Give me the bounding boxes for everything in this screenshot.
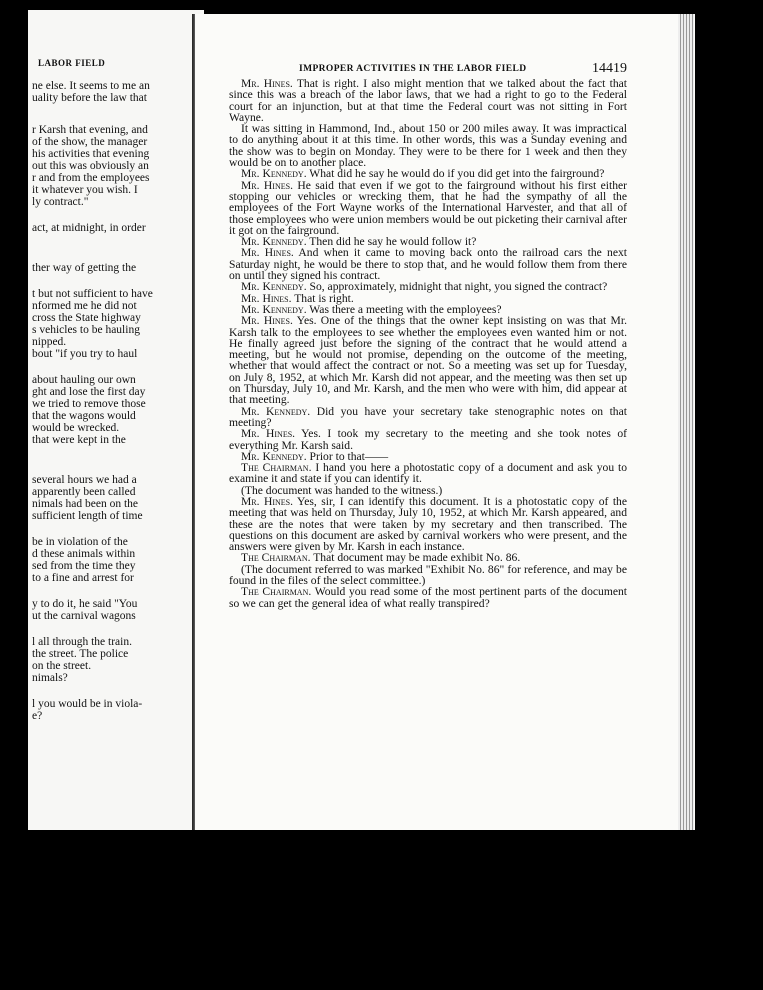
- speaker-name: Mr. Hines.: [241, 246, 294, 260]
- left-page-line: uality before the law that: [32, 92, 147, 104]
- paragraph-text: Then did he say he would follow it?: [306, 235, 477, 249]
- left-page-line: s vehicles to be hauling: [32, 324, 140, 336]
- paragraph-text: It was sitting in Hammond, Ind., about 150 or 200 miles away. It was impractical to do anything about it at this time. In other words, this was a Sunday evening and the show was to begin on Monday. They were to be there for 1 week and then they would be on to another place.: [229, 122, 627, 170]
- left-page-line: nformed me he did not: [32, 300, 137, 312]
- left-page-line: bout "if you try to haul: [32, 348, 138, 360]
- hearing-transcript-body: [229, 78, 627, 609]
- speaker-name: Mr. Hines.: [241, 427, 296, 441]
- transcript-paragraph: [229, 315, 627, 405]
- paragraph-text: Did you have your secretary take stenographic notes on that meeting?: [229, 404, 627, 429]
- speaker-name: Mr. Hines.: [241, 77, 293, 90]
- left-page-line: to a fine and arrest for: [32, 572, 134, 584]
- transcript-paragraph: [229, 78, 627, 123]
- left-page-line: that the wagons would: [32, 410, 136, 422]
- paragraph-text: Was there a meeting with the employees?: [306, 302, 502, 316]
- left-page-line: out this was obviously an: [32, 160, 149, 172]
- left-page-line: apparently been called: [32, 486, 136, 498]
- left-page-line: l all through the train.: [32, 636, 132, 648]
- left-page-line: y to do it, he said "You: [32, 598, 138, 610]
- left-page-line: be in violation of the: [32, 536, 128, 548]
- left-page-line: sufficient length of time: [32, 510, 143, 522]
- page-number: 14419: [592, 61, 627, 76]
- paragraph-text: That document may be made exhibit No. 86.: [310, 551, 521, 565]
- left-page-line: cross the State highway: [32, 312, 141, 324]
- left-page-line: it whatever you wish. I: [32, 184, 138, 196]
- transcript-paragraph: [229, 247, 627, 281]
- left-page-line: nipped.: [32, 336, 67, 348]
- paragraph-text: Yes. I took my secretary to the meeting and she took notes of everything Mr. Karsh said.: [229, 427, 627, 452]
- speaker-name: Mr. Kennedy.: [241, 280, 307, 294]
- transcript-paragraph: [229, 406, 627, 429]
- left-running-head: LABOR FIELD: [38, 58, 106, 68]
- paragraph-text: Prior to that——: [306, 449, 389, 463]
- paragraph-text: He said that even if we got to the fairground without his first either stopping our vehicles or wrecking them, that he had the sympathy of all the employees of the Fort Wayne works of the International Harvester, and that all of those employees who were union members would be out picketing their carnival after it got on the fairground.: [229, 178, 627, 237]
- left-page-line: on the street.: [32, 660, 92, 672]
- left-page-line: e?: [32, 710, 43, 722]
- right-running-head: IMPROPER ACTIVITIES IN THE LABOR FIELD: [299, 64, 527, 74]
- left-page-line: act, at midnight, in order: [32, 222, 146, 234]
- left-page-line: his activities that evening: [32, 148, 150, 160]
- speaker-name: The Chairman.: [241, 461, 312, 475]
- speaker-name: Mr. Hines.: [241, 178, 293, 192]
- speaker-name: Mr. Hines.: [241, 314, 293, 328]
- left-page-line: t but not sufficient to have: [32, 288, 153, 300]
- left-page-line: sed from the time they: [32, 560, 136, 572]
- left-page-line: nimals?: [32, 672, 68, 684]
- paragraph-text: So, approximately, midnight that night, you signed the contract?: [306, 280, 608, 294]
- left-page-line: we tried to remove those: [32, 398, 146, 410]
- paragraph-text: That is right.: [291, 291, 354, 305]
- speaker-name: Mr. Hines.: [241, 494, 294, 508]
- left-page-line: r and from the employees: [32, 172, 150, 184]
- paragraph-text: And when it came to moving back onto the railroad cars the next Saturday night, he would be there to stop that, and he would follow them from there on until they signed his contract.: [229, 246, 627, 283]
- paragraph-text: Would you read some of the most pertinent parts of the document so we can get the general idea of what really transpired?: [229, 585, 627, 610]
- paragraph-text: I hand you here a photostatic copy of a document and ask you to examine it and state if you can identify it.: [229, 461, 628, 486]
- left-page-line: d these animals within: [32, 548, 136, 560]
- transcript-paragraph: [229, 180, 627, 236]
- speaker-name: The Chairman.: [241, 585, 312, 599]
- left-page-line: nimals had been on the: [32, 498, 139, 510]
- transcript-paragraph: [229, 564, 627, 587]
- paragraph-text: Yes, sir, I can identify this document. It is a photostatic copy of the meeting that was held on Thursday, July 10, 1952, at which Mr. Karsh appeared, and these are the notes that were taken by my secretary and then transcribed. The questions on this document are asked by carnival workers who were present, and the answers were given by Mr. Karsh in each instance.: [229, 494, 627, 554]
- left-page-line: ly contract.": [32, 196, 89, 208]
- left-page-line: several hours we had a: [32, 474, 137, 486]
- speaker-name: Mr. Kennedy.: [241, 404, 311, 418]
- transcript-paragraph: [229, 123, 627, 168]
- page-edge-stack: [678, 14, 694, 830]
- transcript-paragraph: [229, 428, 627, 451]
- left-page-line: about hauling our own: [32, 374, 136, 386]
- speaker-name: Mr. Kennedy.: [241, 167, 307, 181]
- right-page: [194, 14, 695, 830]
- speaker-name: Mr. Kennedy.: [241, 235, 307, 249]
- paragraph-text: What did he say he would do if you did get into the fairground?: [306, 167, 605, 181]
- speaker-name: Mr. Kennedy.: [241, 302, 307, 316]
- speaker-name: The Chairman.: [241, 551, 311, 565]
- left-page-line: r Karsh that evening, and: [32, 124, 148, 136]
- left-page-line: would be wrecked.: [32, 422, 120, 434]
- left-page-line: of the show, the manager: [32, 136, 148, 148]
- left-page-line: that were kept in the: [32, 434, 126, 446]
- left-page-line: ght and lose the first day: [32, 386, 146, 398]
- left-page-line: ut the carnival wagons: [32, 610, 136, 622]
- left-page-line: the street. The police: [32, 648, 129, 660]
- transcript-paragraph: [229, 496, 627, 552]
- left-page-line: l you would be in viola-: [32, 698, 143, 710]
- paragraph-text: (The document was handed to the witness.): [241, 483, 443, 497]
- transcript-paragraph: [229, 462, 627, 485]
- paragraph-text: Yes. One of the things that the owner kept insisting on was that Mr. Karsh talk to the employees to see whether the employees even wanted him or not. He finally agreed just before the signing of the contract that he would attend a meeting, but he would not promise, depending on the outcome of the meeting, whether that would affect the contract or not. So a meeting was set up for Tuesday, on July 8, 1952, at which Mr. Karsh did not appear, and the meeting was then set up on Thursday, July 10, and Mr. Karsh, and the men who were with him, did appear at that meeting.: [229, 314, 627, 407]
- paragraph-text: That is right. I also might mention that we talked about the fact that since this was a breach of the labor laws, that we had a right to go to the Federal court for an injunction, but at that time the Federal court was not sitting in Fort Wayne.: [229, 77, 627, 124]
- left-page: [28, 10, 204, 830]
- left-page-line: ther way of getting the: [32, 262, 137, 274]
- speaker-name: Mr. Kennedy.: [241, 449, 307, 463]
- speaker-name: Mr. Hines.: [241, 291, 292, 305]
- left-page-line: ne else. It seems to me an: [32, 80, 150, 92]
- transcript-paragraph: [229, 586, 627, 609]
- paragraph-text: (The document referred to was marked "Exhibit No. 86" for reference, and may be found in the files of the select committee.): [229, 562, 627, 588]
